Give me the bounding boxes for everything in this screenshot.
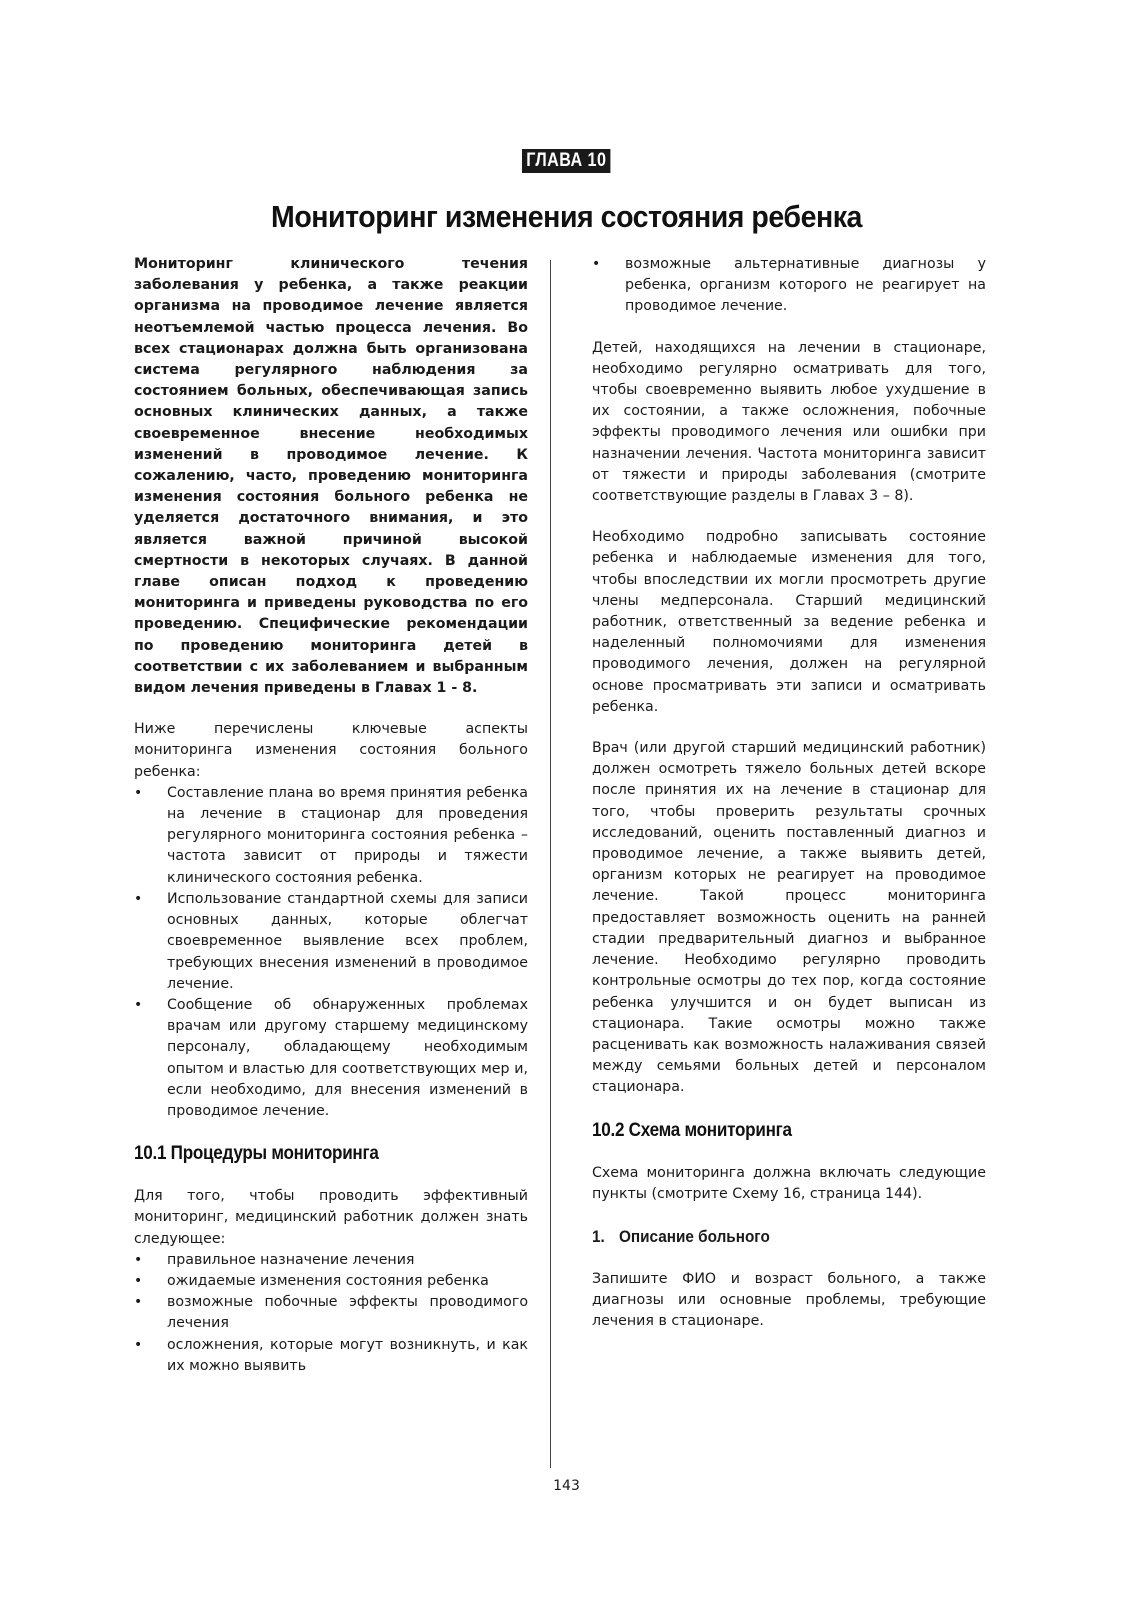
continued-list [592, 254, 986, 318]
list-item-text: Использование стандартной схемы для записи основных данных, которые облегчат своевременное выявление всех проблем, требующих внесения изменений в проводимое лечение. [167, 890, 528, 992]
aspects-list [134, 783, 528, 1122]
page-number: 143 [553, 1478, 580, 1494]
section-heading-scheme: 10.2 Схема мониторинга [592, 1119, 792, 1141]
chapter-title: Мониторинг изменения состояния ребенка [271, 199, 862, 234]
list-item [134, 1250, 528, 1271]
bullet-icon: • [134, 890, 143, 907]
bullet-icon: • [134, 1251, 143, 1268]
bullet-icon: • [134, 1294, 143, 1311]
list-item-text: Сообщение об обнаруженных проблемах врачам или другому старшему медицинскому персоналу, обладающему необходимым опытом и властью для соответствующих мер и, если необходимо, для внесения изменений в проводимое лечение. [167, 996, 528, 1119]
bullet-icon: • [134, 784, 143, 801]
section-heading-procedures: 10.1 Процедуры мониторинга [134, 1143, 379, 1165]
chapter-badge: ГЛАВА 10 [522, 149, 611, 173]
list-item [592, 254, 986, 318]
patient-description: Запишите ФИО и возраст больного, а также диагнозы или основные проблемы, требующие лечения в стационаре. [592, 1270, 986, 1330]
list-item-text: ожидаемые изменения состояния ребенка [167, 1272, 489, 1289]
list-item-text: возможные побочные эффекты проводимого лечения [167, 1294, 528, 1332]
scheme-intro: Схема мониторинга должна включать следующие пункты (смотрите Схему 16, страница 144). [592, 1164, 986, 1202]
paragraph: Необходимо подробно записывать состояние ребенка и наблюдаемые изменения для того, чтобы впоследствии их могли просмотреть другие члены медперсонала. Старший медицинский работник, ответственный за ведение ребенка и наделенный полномочиями для изменения проводимого лечения, должен на регулярной основе просматривать эти записи и осматривать ребенка. [592, 529, 986, 715]
list-item [134, 1292, 528, 1334]
right-column [592, 254, 986, 1333]
procedures-intro: Для того, чтобы проводить эффективный мониторинг, медицинский работник должен знать следующее: [134, 1188, 528, 1247]
sub-heading-text: Описание больного [619, 1226, 770, 1246]
list-item-text: Составление плана во время принятия ребенка на лечение в стационар для проведения регулярного мониторинга состояния ребенка – частота зависит от природы и тяжести клинического состояния ребенка. [167, 784, 528, 886]
bullet-icon: • [134, 1336, 143, 1353]
list-item [134, 995, 528, 1122]
list-item [134, 1335, 528, 1377]
procedures-list [134, 1250, 528, 1377]
column-divider [550, 260, 551, 1468]
list-item-text: правильное назначение лечения [167, 1251, 415, 1268]
bullet-icon: • [592, 256, 601, 272]
bullet-icon: • [134, 1272, 143, 1289]
list-item [134, 1271, 528, 1292]
paragraph: Детей, находящихся на лечении в стационаре, необходимо регулярно осматривать для того, чтобы своевременно выявить любое ухудшение в их состоянии, а также осложнения, побочные эффекты проводимого лечения или ошибки при назначении лечения. Частота мониторинга зависит от тяжести и природы заболевания (смотрите соответствующие разделы в Главах 3 – 8). [592, 339, 986, 505]
list-item-text: возможные альтернативные диагнозы у ребенка, организм которого не реагирует на проводимое лечение. [625, 256, 986, 315]
bullet-icon: • [134, 996, 143, 1013]
aspects-intro: Ниже перечислены ключевые аспекты мониторинга изменения состояния больного ребенка: [134, 721, 528, 780]
left-column [134, 254, 528, 1377]
list-item [134, 889, 528, 995]
sub-heading-number: 1. [592, 1226, 605, 1246]
list-item-text: осложнения, которые могут возникнуть, и как их можно выявить [167, 1336, 528, 1374]
paragraph: Врач (или другой старший медицинский работник) должен осмотреть тяжело больных детей вскоре после принятия их на лечение в стационар для того, чтобы проверить результаты срочных исследований, оценить поставленный диагноз и проводимое лечение, а также выявить детей, организм которых не реагирует на проводимое лечение. Такой процесс мониторинга предоставляет возможность оценить на ранней стадии предварительный диагноз и выбранное лечение. Необходимо регулярно проводить контрольные осмотры до тех пор, когда состояние ребенка улучшится и он будет выписан из стационара. Такие осмотры можно также расценивать как возможность налаживания связей между семьями больных детей и персоналом стационара. [592, 740, 986, 1096]
sub-heading [592, 1225, 947, 1249]
intro-paragraph: Мониторинг клинического течения заболевания у ребенка, а также реакции организма на проводимое лечение является неотъемлемой частью процесса лечения. Во всех стационарах должна быть организована система регулярного наблюдения за состоянием больных, обеспечивающая запись основных клинических данных, а также своевременное внесение необходимых изменений в проводимое лечение. К сожалению, часто, проведению мониторинга изменения состояния больного ребенка не уделяется достаточного внимания, и это является важной причиной высокой смертности в некоторых случаях. В данной главе описан подход к проведению мониторинга и приведены руководства по его проведению. Специфические рекомендации по проведению мониторинга детей в соответствии с их заболеванием и выбранным видом лечения приведены в Главах 1 - 8. [134, 256, 528, 697]
list-item [134, 783, 528, 889]
